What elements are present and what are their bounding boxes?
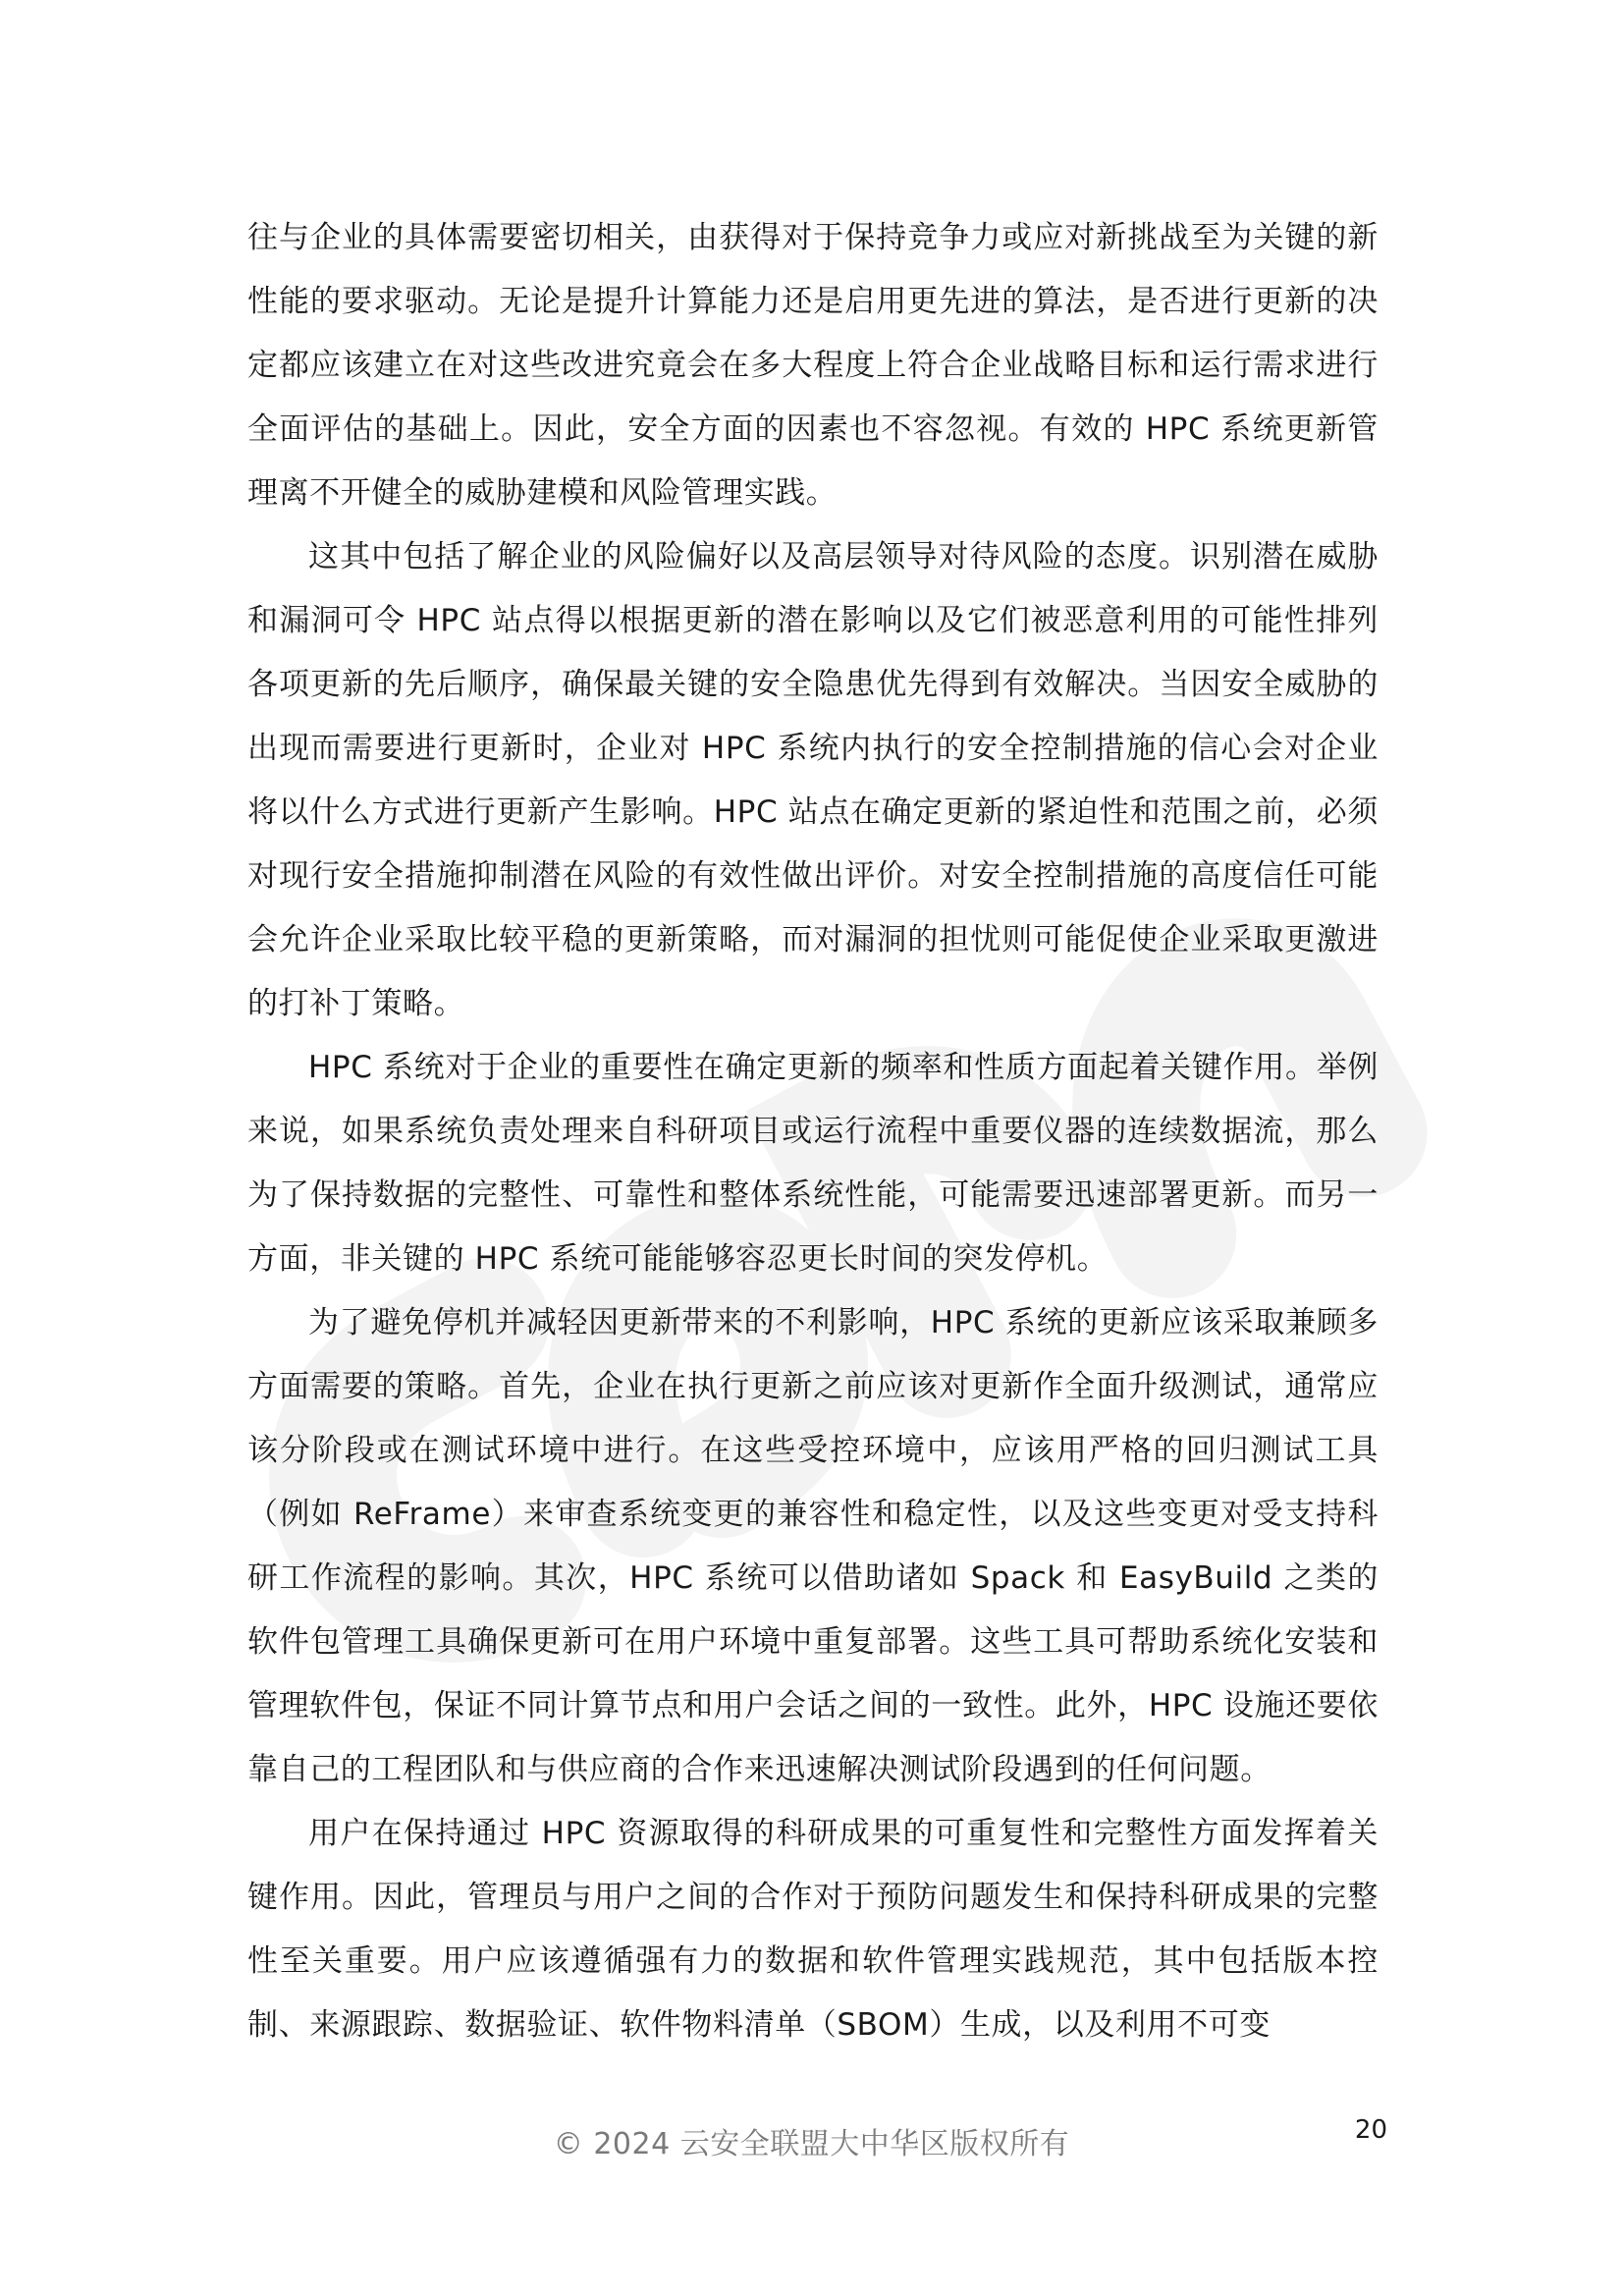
- paragraph-1: 往与企业的具体需要密切相关，由获得对于保持竞争力或应对新挑战至为关键的新性能的要求驱动。无论是提升计算能力还是启用更先进的算法，是否进行更新的决定都应该建立在对这些改进究竟会在多大程度上符合企业战略目标和运行需求进行全面评估的基础上。因此，安全方面的因素也不容忽视。有效的 HPC 系统更新管理离不开健全的威胁建模和风险管理实践。: [247, 220, 1379, 511]
- document-body: [247, 206, 1379, 2057]
- copyright-notice: © 2024 云安全联盟大中华区版权所有: [553, 2127, 1070, 2161]
- paragraph-4: 为了避免停机并减轻因更新带来的不利影响，HPC 系统的更新应该采取兼顾多方面需要的策略。首先，企业在执行更新之前应该对更新作全面升级测试，通常应该分阶段或在测试环境中进行。在这些受控环境中，应该用严格的回归测试工具（例如 ReFrame）来审查系统变更的兼容性和稳定性，以及这些变更对受支持科研工作流程的影响。其次，HPC 系统可以借助诸如 Spack 和 EasyBuild 之类的软件包管理工具确保更新可在用户环境中重复部署。这些工具可帮助系统化安装和管理软件包，保证不同计算节点和用户会话之间的一致性。此外，HPC 设施还要依靠自己的工程团队和与供应商的合作来迅速解决测试阶段遇到的任何问题。: [247, 1305, 1379, 1787]
- paragraph-3: HPC 系统对于企业的重要性在确定更新的频率和性质方面起着关键作用。举例来说，如果系统负责处理来自科研项目或运行流程中重要仪器的连续数据流，那么为了保持数据的完整性、可靠性和整体系统性能，可能需要迅速部署更新。而另一方面，非关键的 HPC 系统可能能够容忍更长时间的突发停机。: [247, 1050, 1379, 1277]
- paragraph-2: 这其中包括了解企业的风险偏好以及高层领导对待风险的态度。识别潜在威胁和漏洞可令 HPC 站点得以根据更新的潜在影响以及它们被恶意利用的可能性排列各项更新的先后顺序，确保最关键的安全隐患优先得到有效解决。当因安全威胁的出现而需要进行更新时，企业对 HPC 系统内执行的安全控制措施的信心会对企业将以什么方式进行更新产生影响。HPC 站点在确定更新的紧迫性和范围之前，必须对现行安全措施抑制潜在风险的有效性做出评价。对安全控制措施的高度信任可能会允许企业采取比较平稳的更新策略，而对漏洞的担忧则可能促使企业采取更激进的打补丁策略。: [247, 539, 1379, 1021]
- page-number: 20: [1354, 2115, 1387, 2145]
- paragraph-5: 用户在保持通过 HPC 资源取得的科研成果的可重复性和完整性方面发挥着关键作用。因此，管理员与用户之间的合作对于预防问题发生和保持科研成果的完整性至关重要。用户应该遵循强有力的数据和软件管理实践规范，其中包括版本控制、来源跟踪、数据验证、软件物料清单（SBOM）生成，以及利用不可变: [247, 1816, 1379, 2043]
- page-footer: [0, 2115, 1623, 2161]
